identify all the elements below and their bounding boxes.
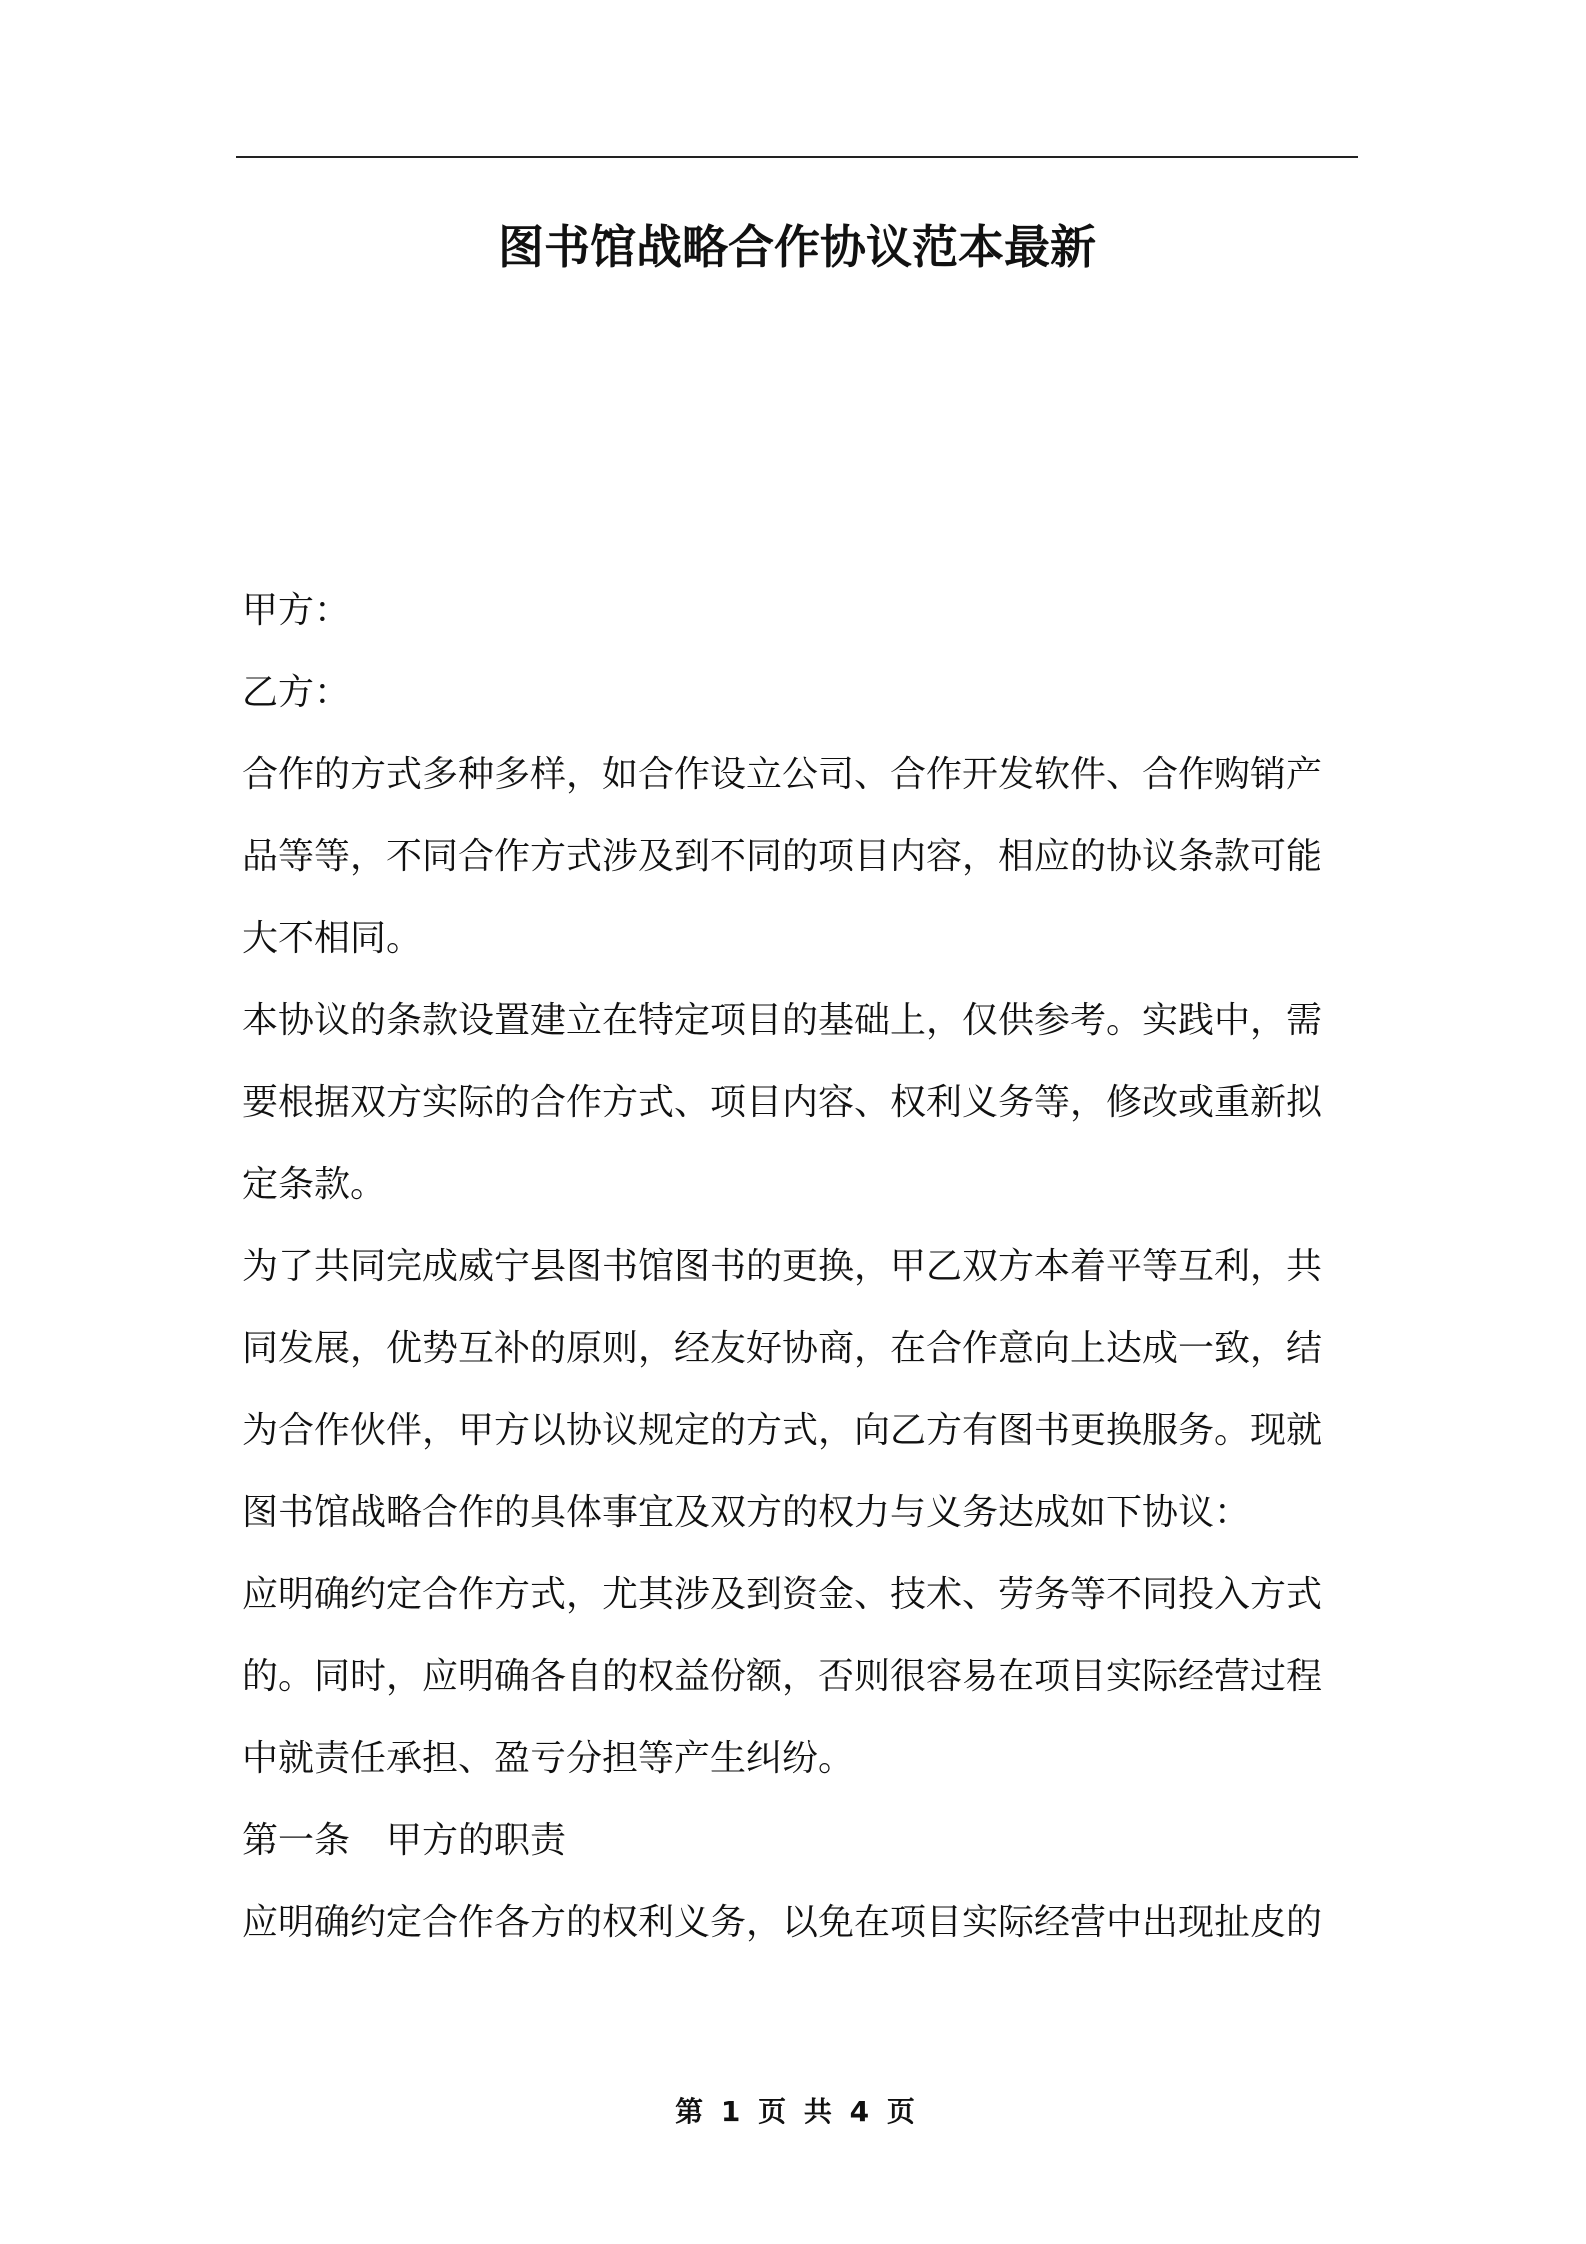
document-body — [242, 570, 1354, 1964]
party-a-line: 甲方： — [242, 590, 351, 631]
page-number: 第 1 页 共 4 页 — [675, 2095, 919, 2128]
document-title: 图书馆战略合作协议范本最新 — [498, 220, 1096, 274]
article-heading: 第一条 甲方的职责 — [242, 1820, 567, 1861]
body-paragraph: 为了共同完成威宁县图书馆图书的更换，甲乙双方本着平等互利，共同发展，优势互补的原则，经友好协商，在合作意向上达成一致，结为合作伙伴，甲方以协议规定的方式，向乙方有图书更换服务。现就图书馆战略合作的具体事宜及双方的权力与义务达成如下协议： — [242, 1246, 1323, 1533]
body-paragraph: 本协议的条款设置建立在特定项目的基础上，仅供参考。实践中，需要根据双方实际的合作方式、项目内容、权利义务等，修改或重新拟定条款。 — [242, 1000, 1323, 1205]
body-paragraph: 合作的方式多种多样，如合作设立公司、合作开发软件、合作购销产品等等，不同合作方式涉及到不同的项目内容，相应的协议条款可能大不相同。 — [242, 754, 1323, 959]
header-rule — [236, 156, 1358, 158]
body-paragraph: 应明确约定合作各方的权利义务，以免在项目实际经营中出现扯皮的 — [242, 1902, 1323, 1943]
party-b-line: 乙方： — [242, 672, 351, 713]
body-paragraph: 应明确约定合作方式，尤其涉及到资金、技术、劳务等不同投入方式的。同时，应明确各自的权益份额，否则很容易在项目实际经营过程中就责任承担、盈亏分担等产生纠纷。 — [242, 1574, 1323, 1779]
